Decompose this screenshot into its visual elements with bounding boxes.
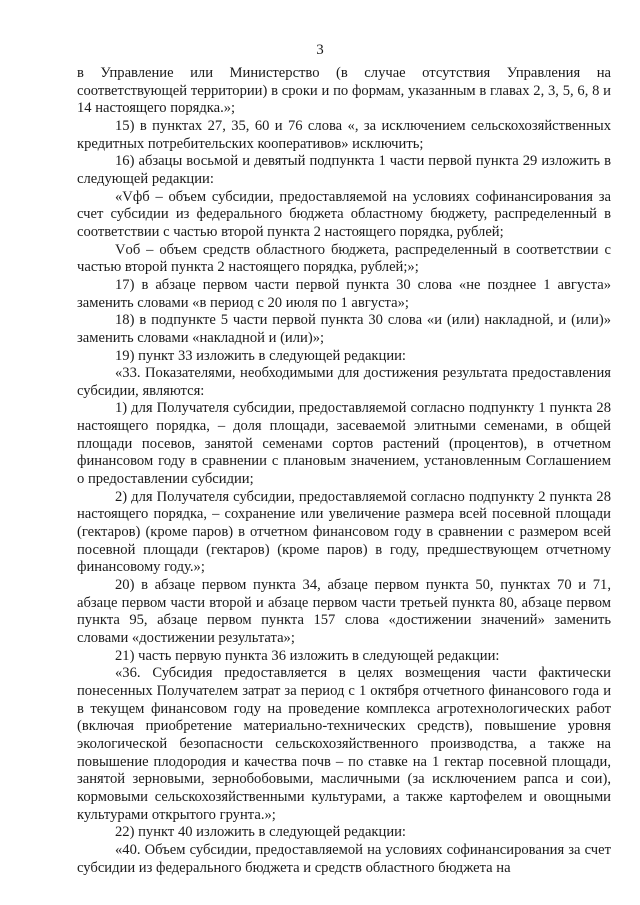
paragraph-item-16: 16) абзацы восьмой и девятый подпункта 1 части первой пункта 29 изложить в следующей редакции:	[77, 153, 611, 187]
paragraph-formula-vob: Vоб – объем средств областного бюджета, распределенный в соответствии с частью второй пункта 2 настоящего порядка, рублей;»;	[77, 241, 611, 276]
paragraph-continuation: в Управление или Министерство (в случае отсутствия Управления на соответствующей территории) в сроки и по формам, указанным в главах 2, 3, 5, 6, 8 и 14 настоящего порядка.»;	[77, 65, 611, 117]
paragraph-item-20: 20) в абзаце первом пункта 34, абзаце первом пункта 50, пунктах 70 и 71, абзаце первом части второй и абзаце первом части третьей пункта 80, абзаце первом пункта 95, абзаце первом пункта 157 слова «достижении значений» заменить словами «достижении результата»;	[77, 577, 611, 646]
paragraph-item-22: 22) пункт 40 изложить в следующей редакции:	[115, 824, 406, 841]
paragraph-clause-33-sub-2: 2) для Получателя субсидии, предоставляемой согласно подпункту 2 пункта 28 настоящего порядка, – сохранение или увеличение размера всей посевной площади (гектаров) (кроме паров) в отчетном финансовом году в сравнении с размером всей посевной площади (гектаров) (кроме паров) в году, предшествующем отчетному финансовому году.»;	[77, 488, 611, 576]
document-body	[77, 65, 611, 877]
paragraph-item-15: 15) в пунктах 27, 35, 60 и 76 слова «, за исключением сельскохозяйственных кредитных потребительских кооперативов» исключить;	[77, 117, 611, 152]
paragraph-item-19: 19) пункт 33 изложить в следующей редакции:	[115, 347, 406, 364]
paragraph-clause-33: «33. Показателями, необходимыми для достижения результата предоставления субсидии, являются:	[77, 365, 611, 399]
paragraph-clause-40: «40. Объем субсидии, предоставляемой на условиях софинансирования за счет субсидии из федерального бюджета и средств областного бюджета на	[77, 841, 611, 876]
paragraph-item-21: 21) часть первую пункта 36 изложить в следующей редакции:	[115, 647, 500, 664]
paragraph-item-17: 17) в абзаце первом части первой пункта 30 слова «не позднее 1 августа» заменить словами «в период с 20 июля по 1 августа»;	[77, 276, 611, 311]
paragraph-item-18: 18) в подпункте 5 части первой пункта 30 слова «и (или) накладной, и (или)» заменить словами «накладной и (или)»;	[77, 312, 611, 346]
paragraph-formula-vfb: «Vфб – объем субсидии, предоставляемой на условиях софинансирования за счет субсидии из федерального бюджета областному бюджету, распределенный в соответствии с частью второй пункта 2 настоящего порядка, рублей;	[77, 188, 611, 240]
paragraph-clause-33-sub-1: 1) для Получателя субсидии, предоставляемой согласно подпункту 1 пункта 28 настоящего порядка, – доля площади, засеваемой элитными семенами, в общей площади посевов, занятой семенами сортов растений (процентов), в отчетном финансовом году в сравнении с плановым значением, установленным Соглашением о предоставлении субсидии;	[77, 400, 611, 488]
page-number: 3	[316, 42, 324, 58]
paragraph-clause-36: «36. Субсидия предоставляется в целях возмещения части фактически понесенных Получателем затрат за период с 1 октября отчетного финансового года и в текущем финансовом году на проведение комплекса агротехнологических работ (включая приобретение материально-технических средств), повышение уровня экологической безопасности сельскохозяйственного производства, а также на повышение плодородия и качества почв – по ставке на 1 гектар посевной площади, занятой зерновыми, зернобобовыми, масличными (за исключением рапса и сои), кормовыми сельскохозяйственными культурами, а также картофелем и овощными культурами открытого грунта.»;	[77, 665, 611, 823]
